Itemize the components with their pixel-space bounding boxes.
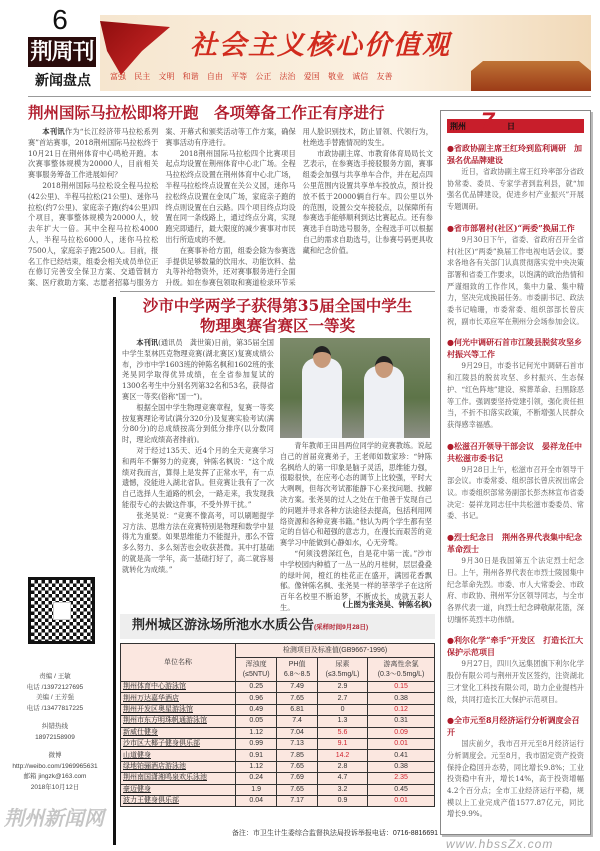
venue-name: 荆州开发区奥星游泳馆: [121, 704, 236, 715]
measurement: 7.4: [277, 716, 318, 727]
col-header: 游离性余氯 (0.3～0.5mg/L): [368, 658, 435, 682]
measurement: 2.35: [368, 773, 435, 784]
editor-info: [0, 672, 110, 793]
measurement: 7.65: [277, 693, 318, 704]
paragraph: [280, 441, 432, 549]
measurement: 0.12: [368, 704, 435, 715]
paragraph-text: 在赛事补给方面，组委会除为参赛选手提供足够数量的饮用水、功能饮料、盐丸等补给物资外，还对赛事服务进行全面升级。如在参赛包领取和赛道检录环节采用人脸识别技术，防止冒领、代领行为，杜绝选手替跑情况的发生。: [165, 127, 433, 288]
watermark: 荆州新闻网: [4, 808, 104, 830]
measurement: 7.49: [277, 682, 318, 693]
brief-title: ●全市元至8月经济运行分析调度会召开: [447, 715, 580, 738]
student-head: [375, 356, 393, 378]
measurement: 5.6: [317, 727, 367, 738]
brief-body: 9月30日是我国第五个法定烈士纪念日。上午，荆州各界代表在市烈士陵园集中纪念革命先烈。市委、市人大常委会、市政府、市政协、荆州军分区领导同志，与全市各界代表一道，向烈士纪念碑敬献花篮，深切缅怀英烈丰功伟绩。: [447, 556, 584, 624]
notice-title: [120, 614, 435, 639]
paragraph-text: (通讯员 龚世策)日前，第35届全国中学生泵林匹克物理竞赛(湖北赛区)复赛成绩公布，沙市中学1603班的钟陈名枫和1602班的张尧昊同学取得优异成绩，在全省参加复试的1300名考生中分别名列第32名和53名，获得省赛区一等奖(俗称“国一”)。: [122, 338, 274, 401]
table-row: [121, 773, 435, 784]
measurement: 1.3: [317, 716, 367, 727]
article-border: [113, 297, 116, 845]
measurement: 0.31: [368, 716, 435, 727]
measurement: 0.9: [317, 795, 367, 806]
physics-headline: [120, 296, 435, 336]
page-number: 6: [52, 4, 68, 35]
student-figure: [302, 358, 342, 438]
measurement: 0.15: [368, 682, 435, 693]
header-row: [121, 644, 435, 658]
table-note: 备注：市卫生计生委综合监督执法局投诉举报电话：0716-8816691: [231, 830, 438, 837]
headline-line: 沙市中学两学子获得第35届全国中学生: [142, 296, 413, 315]
measurement: 0.01: [368, 795, 435, 806]
paragraph: [122, 511, 274, 576]
brief-title: ●省政协副主席王红玲到监利调研 加强名优品牌建设: [447, 143, 582, 165]
measurement: 0.09: [368, 727, 435, 738]
section-title: 新闻盘点: [35, 73, 91, 89]
weibo-link[interactable]: http://weibo.com/1969965631: [12, 762, 98, 770]
venue-name: 豪迈健身: [121, 784, 236, 795]
table-row: [121, 682, 435, 693]
news-brief: [447, 142, 584, 213]
paragraph-text: 2018荆州国际马拉松设全程马拉松(42公里)、半程马拉松(21公里)、迷你马拉松(约7公里)、家庭亲子跑(约4公里)四个项目，赛事整体规模为20000人，较去年扩大一倍。其中全程马拉松4000人，半程马拉松6000人，迷你马拉松7500人，家庭亲子跑2500人。目前，报名工作已经结束，组委会相关成员单位正在修订完善安全保卫方案、交通管制方案、医疗救助方案、志愿者招募与服务方案、开幕式和颁奖活动等工作方案，确保赛事活动有序进行。: [28, 127, 296, 288]
hotline-label: 纠错热线: [42, 723, 68, 730]
measurement: 0.24: [236, 773, 277, 784]
measurement: 7.85: [277, 750, 318, 761]
dateline: 本刊讯: [42, 127, 65, 136]
measurement: 1.9: [236, 784, 277, 795]
measurement: 3.2: [317, 784, 367, 795]
measurement: 0.25: [236, 682, 277, 693]
measurement: 1.12: [236, 761, 277, 772]
red-flag-graphic: [100, 15, 170, 75]
measurement: 7.04: [277, 727, 318, 738]
paragraph: [303, 149, 433, 257]
paragraph-text: 市政协副主席、市教育体育局局长文艺表示，在参赛选手接驳服务方面，赛事组委会加强与共享单车合作，并在起点四公里范围内设置共享单车投放点，预计投放不低于20000辆自行车。四公里以外的范围，设置公交车接驳点，以保障所有参赛选手能够顺利到达比赛起点。还有参赛选手自助选号服务，全程选手可以根据自己的需求自助选号，让参赛号码更具收藏和纪念价值。: [302, 148, 433, 255]
measurement: 0.45: [368, 784, 435, 795]
table-row: [121, 693, 435, 704]
editor: 责编 / 王敏: [39, 673, 71, 680]
brief-body: 9月29日，市委书记何光中调研石首市和江陵县的脱贫攻坚、乡村振兴、生态保护、“红色阵地”建设、殡葬革命、扫黑除恶等工作。强调要坚持党建引领，强化责任担当，不折不扣落实政策，不断增强人民群众获得感幸福感。: [447, 361, 584, 429]
news-brief: [447, 440, 584, 523]
qr-code[interactable]: [28, 577, 95, 644]
measurement: 0.05: [236, 716, 277, 727]
hotline: 18972158909: [35, 733, 75, 741]
measurement: 0.96: [236, 693, 277, 704]
brief-title: ●松滋召开领导干部会议 晏祥龙任中共松滋市委书记: [447, 440, 582, 463]
col-header: 浑浊度 (≤5NTU): [236, 658, 277, 682]
news-brief: [447, 336, 584, 430]
measurement: 7.65: [277, 761, 318, 772]
marathon-article: [28, 127, 433, 290]
sidebar-header-right: 日: [507, 121, 515, 131]
banner-values: 富强 民主 文明 和谐 自由 平等 公正 法治 爱国 敬业 诚信 友善: [110, 72, 393, 81]
table-row: [121, 704, 435, 715]
paragraph-text: 对于经过135天、近4个月的全天竞赛学习和两年不懈努力的竞赛，钟陈名枫说：“这个成绩对我而言，算得上是发挥了正常水平，有一点遗憾，没能进入湖北省队。但竞赛让我有了一次自己选择人生道路的机会，一路走来，我发现我能很专心的去做这件事，不受外界干扰。”: [122, 445, 274, 509]
weibo-label: 微博: [48, 752, 62, 759]
designer-phone: 电话 /13477817225: [26, 704, 84, 712]
paragraph-text: 作为“长江经济带马拉松系列赛”首站赛事，2018荆州国际马拉松终于10月21日在荆州体育中心鸣枪开跑。本次赛事整体规模为20000人，目前相关赛事服务筹备工作进展如何？: [28, 127, 159, 180]
student-head: [313, 346, 331, 368]
editor-phone: 电话 /13972127695: [26, 683, 84, 691]
brief-title: ●何光中调研石首市江陵县脱贫攻坚乡村振兴等工作: [447, 337, 582, 360]
brief-body: 近日，省政协副主席王红玲率部分省政协常委、委员、专家学者到监利县，就“加强名优品牌建设，促进乡村产业振兴”开展专题调研。: [447, 167, 584, 212]
brief-body: 9月27日，四川久远集团旗下利尔化学股份有限公司与荆州开发区签约，注资湖北三才堂化工科技有限公司，助力企业提档升级，共同打造长江大保护示范项目。: [447, 659, 584, 704]
measurement: 7.65: [277, 784, 318, 795]
banner-title: 社会主义核心价值观: [190, 30, 451, 61]
paragraph-text: 青年教师王田昌两位同学的竞赛教练。说起自己的首届竞赛弟子，王老师如数家珍：“钟陈名枫给人的第一印象是脑子灵活，思维能力强，很聪很快，在应考心态的调节上比较强，平时大大咧咧，但每次考试都能静下心来找问题、找解决方案。张尧昊的过人之处在于他善于发现自己的问题并寻求各种方法途径去提高，包括利用网络资源和各种竞赛书籍。”他认为两个学生都有坚定的自信心和超强的意志力，在漫长而艰苦的竞赛学习中能做到心静如水，心无旁骛。: [280, 441, 432, 548]
issue-date: 2018年10月12日: [30, 783, 80, 791]
news-brief: [447, 714, 584, 820]
measurement: 0.38: [368, 693, 435, 704]
watermark-url: www.hbssZx.com: [446, 837, 554, 851]
col-header: 尿素 (≤3.5mg/L): [317, 658, 367, 682]
venue-name: 沙市区大椰子健身俱乐部: [121, 738, 236, 749]
measurement: 4.7: [317, 773, 367, 784]
venue-name: 荆州市东方明珠帆通游泳馆: [121, 716, 236, 727]
measurement: 0.99: [236, 738, 277, 749]
divider: [28, 96, 591, 97]
paragraph: [122, 338, 274, 403]
news-brief: [447, 222, 584, 328]
email: 邮箱 jingzk@163.com: [23, 773, 87, 780]
measurement: 1.12: [236, 727, 277, 738]
measurement: 6.81: [277, 704, 318, 715]
table-row: [121, 738, 435, 749]
brief-body: 国庆前夕，我市召开元至8月经济运行分析调度会。元至8月，我市固定资产投资保持企稳回升态势，同比增长9.8%；工业投资稳中有升，增长14%，高于投资增幅4.2个百分点；全市工业经济运行平稳，规模以上工业完成产值1577.87亿元，同比增长9.9%。: [447, 739, 584, 819]
brief-title: ●烈士纪念日 荆州各界代表集中纪念革命烈士: [447, 532, 582, 555]
venue-name: 波力王健身俱乐部: [121, 795, 236, 806]
water-quality-notice: [120, 614, 435, 807]
table-row: [121, 784, 435, 795]
sidebar-header: [447, 108, 584, 135]
paragraph-text: 张尧昊说：“竞赛不像高考，可以刷题提学习方法、思维方法在竞赛特别是物理和数学中显得尤为重要。如果思维能力不能提升，那么不管多么努力、多么刻苦也会收获甚微。其中打基础的就是高一学年，高一基础打好了，高二就容易就转化为成绩。”: [122, 510, 274, 574]
designer: 美编 / 王芳强: [36, 694, 74, 701]
brand-logo: 荆周刊: [28, 37, 96, 67]
paragraph: [165, 149, 295, 246]
headline-line: 物理奥赛省赛区一等奖: [199, 316, 355, 335]
physics-article-col1: [122, 338, 274, 612]
news-brief: [447, 634, 584, 705]
paragraph: [122, 403, 274, 446]
measurement: 0: [317, 704, 367, 715]
students-photo: [280, 338, 430, 438]
core-values-banner: [100, 15, 591, 91]
table-row: [121, 761, 435, 772]
table-row: [121, 795, 435, 806]
col-header: PH值 6.8～8.5: [277, 658, 318, 682]
table-row: [121, 750, 435, 761]
dateline: 本刊讯: [136, 338, 159, 347]
measurement: 2.8: [317, 761, 367, 772]
jingzhou-7-days-sidebar: [440, 110, 591, 835]
measurement: 0.01: [368, 738, 435, 749]
measurement: 14.2: [317, 750, 367, 761]
brief-body: 9月28日上午，松滋市召开全市领导干部会议。市委常委、组织部长曾庆祝出席会议。市委组织部常务副部长彭杰林宣布省委决定：晏祥龙同志任中共松滋市委委员、常委、书记。: [447, 464, 584, 521]
venue-name: 绿地铂骊酒店游泳池: [121, 761, 236, 772]
measurement: 0.91: [236, 750, 277, 761]
venue-name: 山道健身: [121, 750, 236, 761]
marathon-headline: 荆州国际马拉松即将开跑 各项筹备工作正有序进行: [28, 105, 385, 122]
measurement: 0.04: [236, 795, 277, 806]
venue-name: 荆州体育中心游泳馆: [121, 682, 236, 693]
venue-name: 新威仕健身: [121, 727, 236, 738]
paragraph: [28, 127, 158, 181]
brief-body: 9月30日下午，省委、省政府召开全省村(社区)“两委”换届工作电视电话会议。要求各地各有关部门认真贯彻落实党中央决策部署和省委工作要求，以饱满的政治热情和严谨细致的工作作风，集中力量、集中精力，坚决完成换届任务。市委副书记、政法委书记喻珊，市委常委、组织部部长曾庆祝，副市长邓应军在荆州分会场参加会议。: [447, 234, 584, 326]
water-quality-table: [120, 643, 435, 807]
sidebar-header-left: 荆州: [450, 121, 466, 131]
measurement: 2.7: [317, 693, 367, 704]
measurement: 9.1: [317, 738, 367, 749]
measurement: 7.17: [277, 795, 318, 806]
news-brief: [447, 531, 584, 625]
sidebar-header-num: 7: [481, 108, 495, 135]
paragraph-text: 根据全国中学生物理竞赛章程，复赛一等奖按复赛理论考试(满分320分)及复赛实验考试(满分80分)的总成绩按高分到低分排序(以分数同时，理论成绩高者排前)。: [122, 402, 274, 445]
table-row: [121, 727, 435, 738]
brief-title: ●利尔化学“牵手”开发区 打造长江大保护示范项目: [447, 635, 584, 658]
notice-title-text: 荆州城区游泳场所池水水质公告: [132, 617, 315, 632]
tiananmen-graphic: [471, 41, 591, 91]
divider: [120, 291, 435, 292]
paragraph: [122, 446, 274, 511]
venue-name: 荆州南国潇湘鸣泉欢乐泳池: [121, 773, 236, 784]
photo-caption: (上图为张尧昊、钟陈名枫): [342, 600, 432, 609]
table-row: [121, 716, 435, 727]
measurement: 7.69: [277, 773, 318, 784]
measurement: 0.49: [236, 704, 277, 715]
paragraph-text: 2018荆州国际马拉松四个比赛项目起点均设置在荆州体育中心北广场。全程马拉松终点设置在荆州体育中心北广场，半程马拉松终点设置在关公义园，迷你马拉松终点设置在金凤广场，家庭亲子跑的终点则设置在白云路。四个项目终点均设置在同一条线路上，通过终点分离，实现跑完即通行，最大限度的减少赛事对市民出行所造成的不便。: [165, 148, 296, 244]
measurement: 0.38: [368, 761, 435, 772]
sample-time: (采样时间9月28日): [314, 624, 369, 631]
brief-title: ●省市部署村(社区)“两委”换届工作: [447, 222, 575, 233]
venue-name: 荆州万达嘉华酒店: [121, 693, 236, 704]
group-header: 检测项目及标准值(GB9667-1996): [236, 644, 435, 658]
measurement: 2.9: [317, 682, 367, 693]
measurement: 0.41: [368, 750, 435, 761]
paragraph-text: “何须浅碧深红色，自是花中第一流。”沙市中学校园内种植了一丛一丛的月桂树，层层叠叠的绿叶间，橙红的桂花正在盛开，满园花香飘郁。像钟陈名枫、张尧昊一样的莘莘学子在这所百年名校里不断追梦，不断成长，成就五彩人生。: [280, 548, 432, 612]
col-header: 单位名称: [121, 644, 236, 682]
qr-logo: [53, 602, 71, 620]
measurement: 7.13: [277, 738, 318, 749]
